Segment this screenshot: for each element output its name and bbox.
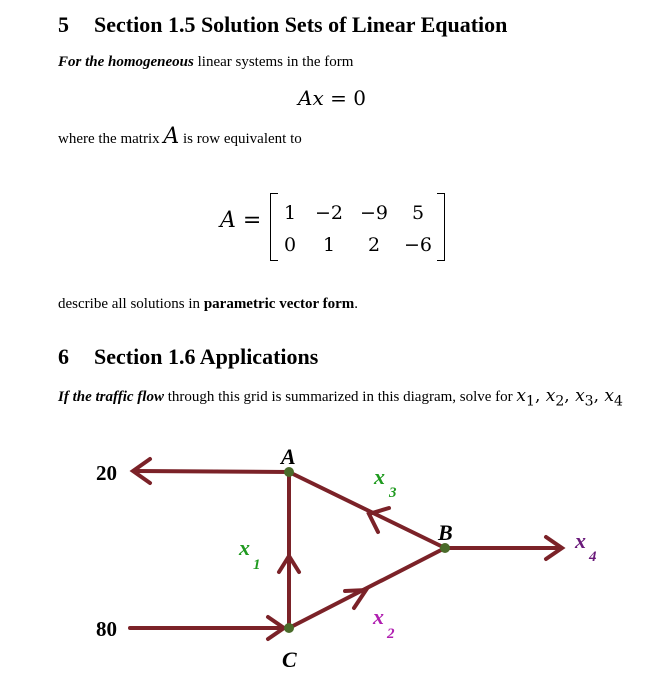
matrix-cell: 0	[283, 234, 297, 256]
var-base: x	[516, 386, 527, 406]
intro-rest: linear systems in the form	[197, 54, 354, 70]
where-text: where the matrix	[58, 131, 160, 147]
var-sub: 1	[526, 393, 535, 410]
node-c-label: C	[282, 647, 297, 672]
row-equivalent-text: is row equivalent to	[183, 131, 302, 147]
section-5-number: 5	[58, 12, 69, 37]
describe-end: .	[354, 296, 359, 312]
var-sub: 3	[584, 393, 594, 410]
matrix-cell: −2	[314, 202, 343, 224]
eq-lhs-matrix: A	[298, 86, 313, 110]
matrix-cell: 5	[411, 202, 425, 224]
x2-label-sub: 2	[387, 626, 395, 642]
x4-label-base: x	[575, 528, 586, 553]
matrix-symbol: A	[163, 124, 180, 149]
matrix-cell: −9	[359, 202, 388, 224]
edge-b-to-a-x3	[289, 472, 445, 548]
eq-rhs: = 0	[330, 86, 366, 110]
matrix-cell: 1	[283, 202, 297, 224]
var-sub: 4	[614, 393, 623, 410]
matrix-cell: −6	[403, 234, 432, 256]
var-base: x	[604, 386, 614, 406]
prompt-rest: through this grid is summarized in this diagram, solve for	[167, 389, 513, 405]
flow-in-c-value: 80	[96, 617, 117, 641]
prompt-bold-italic: If the traffic flow	[58, 389, 164, 405]
var-base: x	[575, 386, 585, 406]
matrix-cell: 2	[367, 234, 381, 256]
var-sub: 2	[555, 393, 565, 410]
x3-label-base: x	[374, 464, 385, 489]
matrix-lhs-text: A =	[220, 208, 262, 233]
section-6-title: Section 1.6 Applications	[94, 344, 319, 369]
matrix-cell: 1	[322, 234, 336, 256]
section-6-number: 6	[58, 344, 69, 369]
eq-lhs-vector: x	[312, 86, 324, 110]
x1-label-sub: 1	[253, 557, 261, 573]
x4-label-sub: 4	[589, 549, 597, 565]
edge-a-to-20	[136, 471, 289, 472]
x3-label-sub: 3	[389, 485, 397, 501]
describe-text: describe all solutions in	[58, 296, 201, 312]
section-5-title: Section 1.5 Solution Sets of Linear Equation	[94, 12, 508, 37]
variable-list: $x_1$, $x_2$, $x_3$, $x_4$	[516, 386, 623, 410]
intro-bold-italic: For the homogeneous	[58, 54, 194, 70]
var-base: x	[545, 386, 556, 406]
node-c	[284, 623, 294, 633]
node-b-label: B	[438, 520, 453, 545]
node-a-label: A	[281, 444, 296, 469]
x1-label-base: x	[239, 535, 250, 560]
flow-out-a-value: 20	[96, 461, 117, 485]
describe-bold: parametric vector form	[203, 296, 355, 312]
x2-label-base: x	[373, 604, 384, 629]
